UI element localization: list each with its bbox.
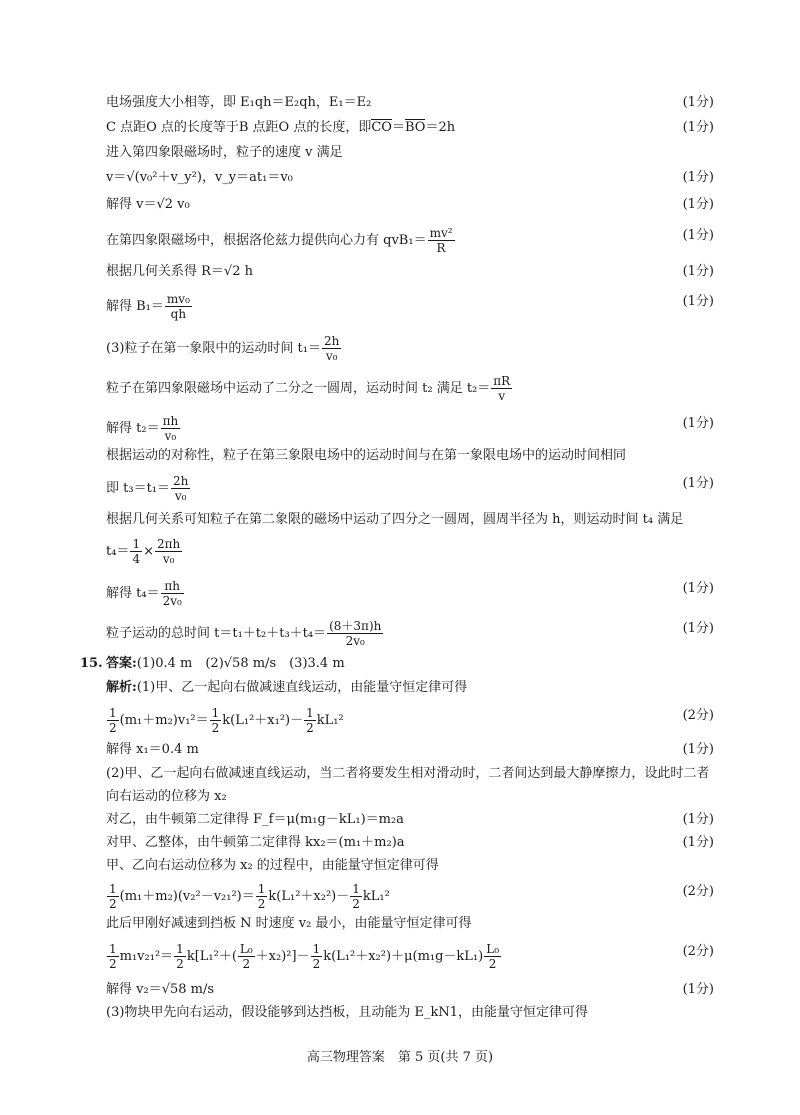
overline-segment: CO	[371, 120, 392, 135]
body-text: 甲、乙向右运动位移为 x₂ 的过程中，由能量守恒定律可得	[106, 858, 439, 873]
fraction: $\frac{1}{2}$	[257, 882, 266, 911]
score-label: (1分)	[682, 835, 714, 850]
equation-text: 解得 x₁＝0.4 m	[106, 742, 199, 757]
fraction: $\frac{2h}{\text{v₀}}$	[323, 334, 340, 363]
score-label: (1分)	[682, 170, 714, 185]
fraction: $\frac{1}{4}$	[132, 537, 141, 566]
score-label: (1分)	[682, 476, 714, 491]
score-label: (1分)	[682, 120, 714, 135]
score-label: (2分)	[682, 884, 714, 899]
equation-text: $\frac{1}{2}$ (m₁＋m₂)v₁²＝ $\frac{1}{2}$ k(L₁²＋x₁²)－ $\frac{1}{2}$ kL₁²	[109, 706, 344, 735]
fraction: $\frac{\text{L₀}}{2}$	[486, 942, 500, 971]
equation-text: 对甲、乙整体，由牛顿第二定律得 kx₂＝(m₁＋m₂)a	[106, 835, 405, 850]
text-line	[106, 168, 714, 190]
text-line	[106, 914, 714, 936]
text-line	[106, 878, 714, 912]
text-line	[106, 262, 714, 284]
equation-text: v＝√(v₀²＋v_y²)，v_y＝at₁＝v₀	[106, 170, 293, 185]
equation-text: $\frac{1}{2}$ m₁v₂₁²＝ $\frac{1}{2}$ k[L₁²＋( $\frac{\text{L₀}}{2}$ ＋x₂)²]－ $\frac{1}{2}$ k(L₁²＋x₂²)＋μ(m₁g－kL₁) $\frac{\text{L₀}}{2}$	[109, 942, 500, 971]
text-line	[106, 678, 714, 700]
equation-text: 根据几何关系得 R＝√2 h	[106, 264, 253, 279]
text-line	[106, 702, 714, 736]
fraction: $\frac{\pi R}{v}$	[493, 374, 511, 403]
text-line	[106, 93, 714, 115]
answer-label: 答案:	[106, 656, 137, 671]
text-line	[106, 195, 714, 217]
score-label: (1分)	[682, 581, 714, 596]
score-label: (1分)	[682, 982, 714, 997]
text-line	[106, 288, 714, 322]
text-line	[106, 810, 714, 832]
fraction: $\frac{\text{L₀}}{2}$	[239, 942, 253, 971]
equation-text: 粒子运动的总时间 t＝t₁＋t₂＋t₃＋t₄＝ $\frac{(8+3\pi)h}{\text{2v₀}}$	[106, 619, 382, 648]
text-line	[106, 1003, 714, 1025]
text-line	[106, 856, 714, 878]
equation-text: 解得 v₂＝√58 m/s	[106, 982, 215, 997]
score-label: (1分)	[682, 95, 714, 110]
text-line	[106, 370, 714, 404]
body-text: 进入第四象限磁场时，粒子的速度 v 满足	[106, 145, 343, 160]
text-line	[106, 654, 714, 676]
text-line	[106, 143, 714, 165]
text-line	[106, 833, 714, 855]
body-text: 根据几何关系可知粒子在第二象限的磁场中运动了四分之一圆周，圆周半径为 h，则运动时间 t₄ 满足	[106, 512, 684, 527]
equation-text: 解得 B₁＝ $\frac{\text{mv₀}}{qh}$	[106, 292, 190, 321]
fraction: $\frac{1}{2}$	[211, 706, 220, 735]
fraction: $\frac{\pi h}{\text{v₀}}$	[162, 414, 179, 443]
equation-text: 对乙，由牛顿第二定律得 F_f＝μ(m₁g－kL₁)＝m₂a	[106, 812, 404, 827]
text-line	[106, 575, 714, 609]
text-line	[106, 118, 714, 140]
fraction: $\frac{1}{2}$	[109, 942, 117, 971]
fraction: $\frac{\pi h}{\text{2v₀}}$	[162, 579, 182, 608]
body-text: (2)甲、乙一起向右做减速直线运动，当二者将要发生相对滑动时，二者间达到最大静摩擦力，设此时二者	[106, 766, 710, 781]
overline-segment: BO	[404, 120, 426, 135]
equation-text: t₄＝ $\frac{1}{4}$ × $\frac{2\pi h}{\text{v₀}}$	[106, 537, 181, 566]
answer-text: 答案:(1)0.4 m (2)√58 m/s (3)3.4 m	[106, 656, 345, 671]
text-line	[106, 222, 714, 256]
question-number: 15.	[80, 656, 103, 671]
score-label: (1分)	[682, 812, 714, 827]
body-text: 向右运动的位移为 x₂	[106, 789, 227, 804]
equation-text: 电场强度大小相等，即 E₁qh＝E₂qh，E₁＝E₂	[106, 95, 372, 110]
score-label: (2分)	[682, 944, 714, 959]
score-label: (1分)	[682, 264, 714, 279]
fraction: $\frac{1}{2}$	[352, 882, 360, 911]
score-label: (1分)	[682, 228, 714, 243]
fraction: $\frac{1}{2}$	[109, 706, 117, 735]
score-label: (1分)	[682, 197, 714, 212]
equation-text: 解得 t₂＝ $\frac{\pi h}{\text{v₀}}$	[106, 414, 179, 443]
fraction: $\frac{\text{mv²}}{R}$	[429, 226, 453, 255]
analysis-text: 解析:(1)甲、乙一起向右做减速直线运动，由能量守恒定律可得	[106, 680, 468, 695]
fraction: $\frac{1}{2}$	[312, 942, 321, 971]
text-line	[106, 330, 714, 364]
fraction: $\frac{2h}{\text{v₀}}$	[173, 474, 189, 503]
text-line	[106, 980, 714, 1002]
text-line	[106, 446, 714, 468]
text-line	[106, 740, 714, 762]
fraction: $\frac{1}{2}$	[109, 882, 117, 911]
fraction: $\frac{(8+3\pi)h}{\text{2v₀}}$	[329, 619, 382, 648]
score-label: (2分)	[682, 708, 714, 723]
text-line	[106, 510, 714, 532]
fraction: $\frac{1}{2}$	[176, 942, 184, 971]
text-line	[106, 533, 714, 567]
score-label: (1分)	[682, 621, 714, 636]
equation-text: (3)粒子在第一象限中的运动时间 t₁＝ $\frac{2h}{\text{v₀}}$	[106, 334, 340, 363]
text-line	[106, 410, 714, 444]
equation-text: 即 t₃＝t₁＝ $\frac{2h}{\text{v₀}}$	[106, 474, 189, 503]
equation-text: 粒子在第四象限磁场中运动了二分之一圆周，运动时间 t₂ 满足 t₂＝ $\frac{\pi R}{v}$	[106, 374, 511, 403]
fraction: $\frac{2\pi h}{\text{v₀}}$	[156, 537, 181, 566]
equation-text: 在第四象限磁场中，根据洛伦兹力提供向心力有 qvB₁＝ $\frac{\text{mv²}}{R}$	[106, 226, 453, 255]
score-label: (1分)	[682, 742, 714, 757]
equation-text: $\frac{1}{2}$ (m₁＋m₂)(v₂²－v₂₁²)＝ $\frac{1}{2}$ k(L₁²＋x₂²)－ $\frac{1}{2}$ kL₁²	[109, 882, 390, 911]
score-label: (1分)	[682, 416, 714, 431]
equation-text: C 点距O 点的长度等于B 点距O 点的长度，即CO＝BO＝2h	[106, 120, 456, 135]
equation-text: 解得 v＝√2 v₀	[106, 197, 190, 212]
body-text: 此后甲刚好减速到挡板 N 时速度 v₂ 最小，由能量守恒定律可得	[106, 916, 472, 931]
text-line	[106, 787, 714, 809]
page-footer: 高三物理答案 第 5 页(共 7 页)	[306, 1050, 494, 1065]
text-line	[106, 764, 714, 786]
analysis-label: 解析:	[106, 680, 137, 695]
text-line	[106, 938, 714, 972]
text-line	[106, 470, 714, 504]
body-text: (3)物块甲先向右运动，假设能够到达挡板，且动能为 E_kN1，由能量守恒定律可得	[106, 1005, 589, 1020]
body-text: 根据运动的对称性，粒子在第三象限电场中的运动时间与在第一象限电场中的运动时间相同	[106, 448, 627, 463]
fraction: $\frac{1}{2}$	[306, 706, 314, 735]
score-label: (1分)	[682, 294, 714, 309]
equation-text: 解得 t₄＝ $\frac{\pi h}{\text{2v₀}}$	[106, 579, 182, 608]
text-line	[106, 615, 714, 649]
fraction: $\frac{\text{mv₀}}{qh}$	[166, 292, 190, 321]
